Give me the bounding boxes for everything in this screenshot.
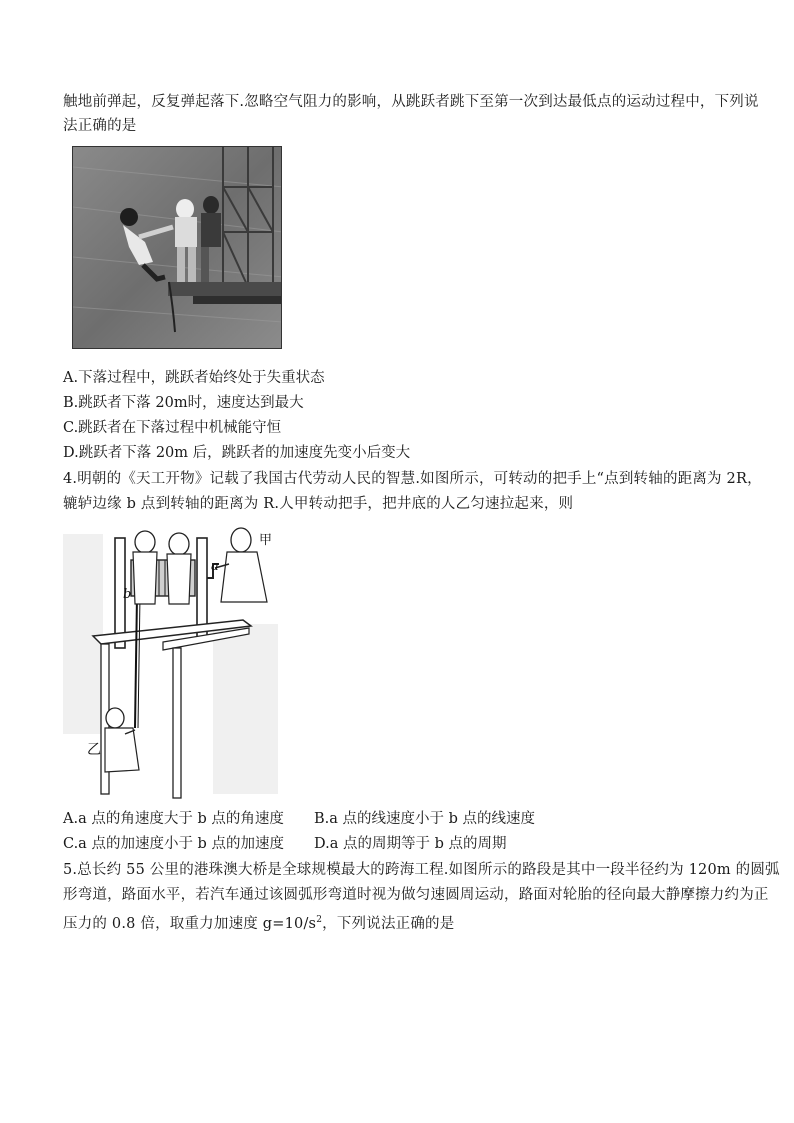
q4-stem-line-2: 辘轳边缘 b 点到转轴的距离为 R.人甲转动把手，把井底的人乙匀速拉起来，则 <box>63 496 574 512</box>
q4-option-d: D.a 点的周期等于 b 点的周期 <box>314 836 507 852</box>
label-b: b <box>123 587 132 602</box>
q5-stem-line-2: 形弯道，路面水平，若汽车通过该圆弧形弯道时视为做匀速圆周运动，路面对轮胎的径向最大静摩擦力约为正 <box>63 887 769 903</box>
q5-stem-line-3 <box>63 910 454 934</box>
q5-stem-line-3-post: ，下列说法正确的是 <box>322 915 455 932</box>
bungee-jump-photo <box>72 146 282 349</box>
q4-option-b: B.a 点的线速度小于 b 点的线速度 <box>314 811 536 827</box>
q4-option-c: C.a 点的加速度小于 b 点的加速度 <box>63 836 284 852</box>
q3-option-a: A.下落过程中，跳跃者始终处于失重状态 <box>63 370 325 386</box>
q3-option-d: D.跳跃者下落 20m 后，跳跃者的加速度先变小后变大 <box>63 445 411 461</box>
q5-stem-line-1: 5.总长约 55 公里的港珠澳大桥是全球规模最大的跨海工程.如图所示的路段是其中一段半径约为 120m 的圆弧 <box>63 862 780 878</box>
label-a: a <box>211 559 219 574</box>
q3-option-b: B.跳跃者下落 20m时，速度达到最大 <box>63 395 304 411</box>
q5-stem-line-3-sup: 2 <box>316 915 323 925</box>
q5-stem-line-3-pre: 压力的 0.8 倍，取重力加速度 g=10/s <box>63 915 317 932</box>
q4-stem-line-1: 4.明朝的《天工开物》记载了我国古代劳动人民的智慧.如图所示，可转动的把手上“点到转轴的距离为 2R， <box>63 471 762 487</box>
windlass-well-figure <box>63 524 278 799</box>
label-jia: 甲 <box>259 533 273 548</box>
q3-stem-line-2: 法正确的是 <box>63 118 137 134</box>
q4-option-a: A.a 点的角速度大于 b 点的角速度 <box>63 811 284 827</box>
q3-option-c: C.跳跃者在下落过程中机械能守恒 <box>63 420 282 436</box>
label-yi: 乙 <box>87 742 101 758</box>
q3-stem-line-1: 触地前弹起，反复弹起落下.忽略空气阻力的影响，从跳跃者跳下至第一次到达最低点的运动过程中，下列说 <box>63 94 759 110</box>
